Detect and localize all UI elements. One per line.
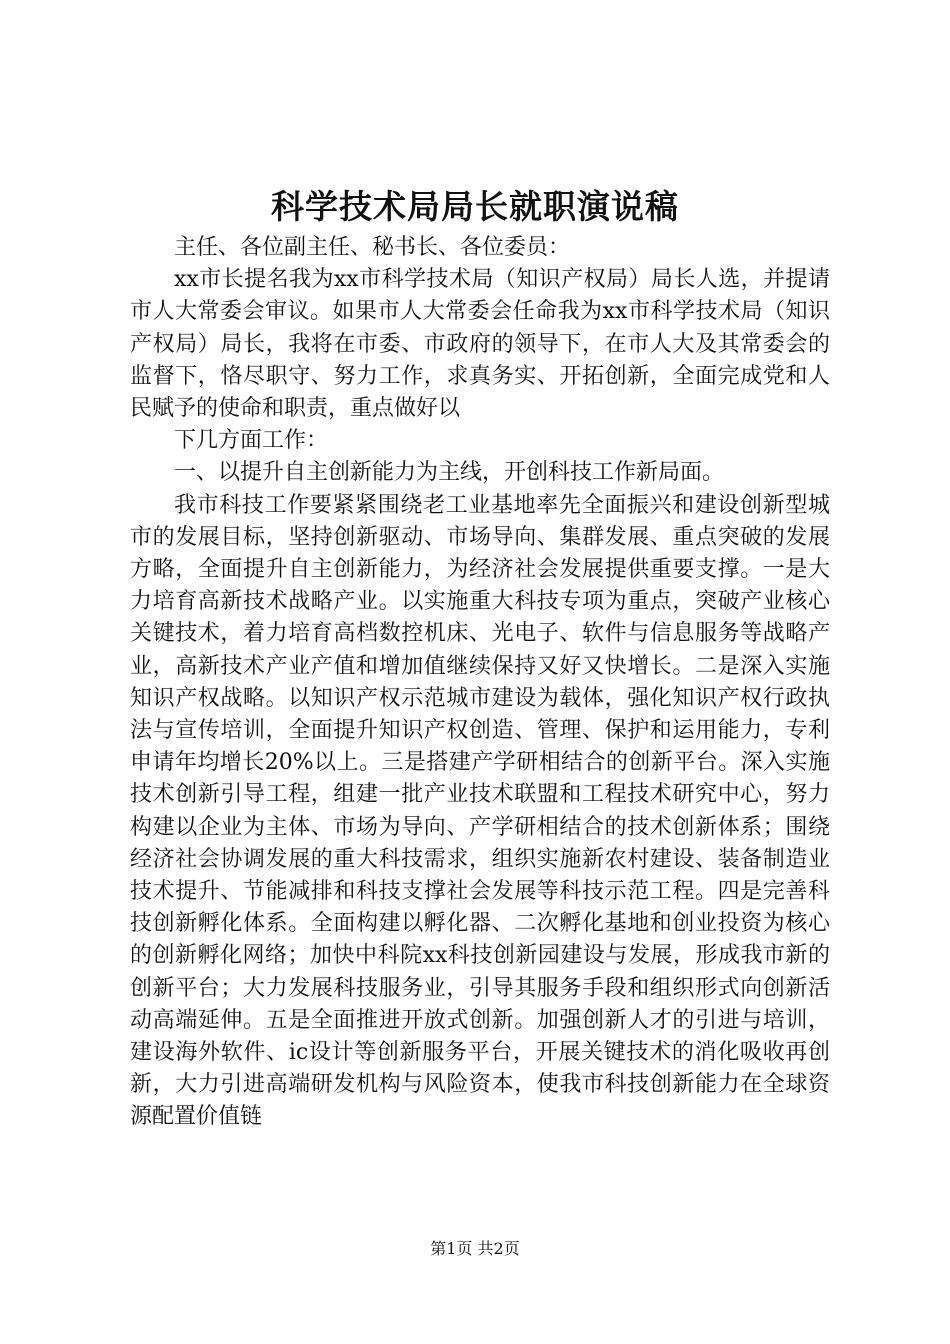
document-body: [130, 232, 830, 1134]
paragraph-section-heading: 一、以提升自主创新能力为主线，开创科技工作新局面。: [174, 460, 725, 486]
paragraph-work-lead: 下几方面工作：: [174, 428, 329, 454]
paragraph-salutation: 主任、各位副主任、秘书长、各位委员：: [174, 235, 571, 260]
paragraph-intro: xx市长提名我为xx市科学技术局（知识产权局）局长人选，并提请市人大常委会审议。如果市人大常委会任命我为xx市科学技术局（知识产权局）局长，我将在市委、市政府的领导下，在市人大及其常委会的监督下，恪尽职守、努力工作，求真务实、开拓创新，全面完成党和人民赋予的使命和职责，重点做好以: [130, 267, 830, 422]
page-footer: [0, 1238, 950, 1260]
paragraph-section-body: 我市科技工作要紧紧围绕老工业基地率先全面振兴和建设创新型城市的发展目标，坚持创新驱动、市场导向、集群发展、重点突破的发展方略，全面提升自主创新能力，为经济社会发展提供重要支撑。一是大力培育高新技术战略产业。以实施重大科技专项为重点，突破产业核心关键技术，着力培育高档数控机床、光电子、软件与信息服务等战略产业，高新技术产业产值和增加值继续保持又好又快增长。二是深入实施知识产权战略。以知识产权示范城市建设为载体，强化知识产权行政执法与宣传培训，全面提升知识产权创造、管理、保护和运用能力，专利申请年均增长20%以上。三是搭建产学研相结合的创新平台。深入实施技术创新引导工程，组建一批产业技术联盟和工程技术研究中心，努力构建以企业为主体、市场为导向、产学研相结合的技术创新体系；围绕经济社会协调发展的重大科技需求，组织实施新农村建设、装备制造业技术提升、节能减排和科技支撑社会发展等科技示范工程。四是完善科技创新孵化体系。全面构建以孵化器、二次孵化基地和创业投资为核心的创新孵化网络；加快中科院xx科技创新园建设与发展，形成我市新的创新平台；大力发展科技服务业，引导其服务手段和组织形式向创新活动高端延伸。五是全面推进开放式创新。加强创新人才的引进与培训，建设海外软件、ic设计等创新服务平台，开展关键技术的消化吸收再创新，大力引进高端研发机构与风险资本，使我市科技创新能力在全球资源配置价值链: [130, 492, 830, 1130]
page-number-label: 第1页 共2页: [430, 1239, 520, 1258]
document-title: 科学技术局局长就职演说稿: [271, 187, 679, 226]
